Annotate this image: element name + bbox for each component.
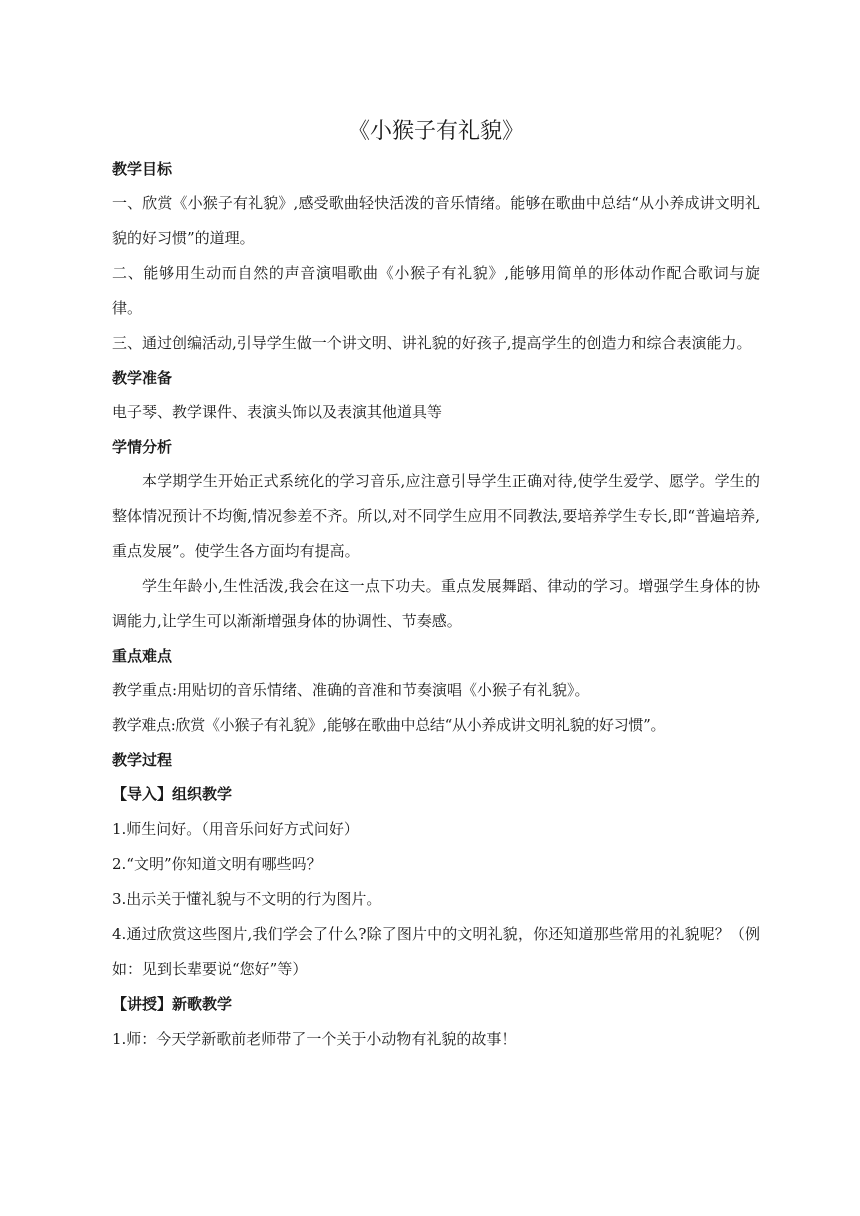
objective-item-3: 三、通过创编活动,引导学生做一个讲文明、讲礼貌的好孩子,提高学生的创造力和综合表演能力。 — [112, 334, 752, 352]
intro-step-1: 1.师生问好。（用音乐问好方式问好） — [112, 820, 359, 838]
section-heading-objectives: 教学目标 — [112, 160, 173, 178]
document-title: 《小猴子有礼貌》 — [347, 119, 524, 144]
process-intro-heading: 【导入】组织教学 — [112, 785, 233, 803]
intro-step-3: 3.出示关于懂礼貌与不文明的行为图片。 — [112, 890, 382, 908]
objective-item-1: 一、欣赏《小猴子有礼貌》,感受歌曲轻快活泼的音乐情绪。能够在歌曲中总结“从小养成讲文明礼貌的好习惯”的道理。 — [112, 194, 760, 247]
key-point-difficulty: 教学难点:欣赏《小猴子有礼貌》,能够在歌曲中总结“从小养成讲文明礼貌的好习惯”。 — [112, 716, 666, 734]
section-heading-key-points: 重点难点 — [112, 647, 173, 665]
analysis-paragraph-2: 学生年龄小,生性活泼,我会在这一点下功夫。重点发展舞蹈、律动的学习。增强学生身体的协调能力,让学生可以渐渐增强身体的协调性、节奏感。 — [112, 577, 760, 630]
intro-step-4: 4.通过欣赏这些图片,我们学会了什么?除了图片中的文明礼貌，你还知道那些常用的礼貌呢？（例如：见到长辈要说“您好”等） — [112, 925, 760, 978]
process-teaching-heading: 【讲授】新歌教学 — [112, 995, 233, 1013]
preparation-text: 电子琴、教学课件、表演头饰以及表演其他道具等 — [112, 403, 443, 421]
section-heading-process: 教学过程 — [112, 751, 173, 769]
intro-step-2: 2.“文明”你知道文明有哪些吗？ — [112, 855, 322, 873]
section-heading-preparation: 教学准备 — [112, 369, 173, 387]
objective-item-2: 二、能够用生动而自然的声音演唱歌曲《小猴子有礼貌》,能够用简单的形体动作配合歌词与旋律。 — [112, 264, 760, 317]
key-point-focus: 教学重点:用贴切的音乐情绪、准确的音准和节奏演唱《小猴子有礼貌》。 — [112, 681, 590, 699]
section-heading-analysis: 学情分析 — [112, 438, 173, 456]
analysis-paragraph-1: 本学期学生开始正式系统化的学习音乐,应注意引导学生正确对待,使学生爱学、愿学。学生的整体情况预计不均衡,情况参差不齐。所以,对不同学生应用不同教法,要培养学生专长,即“普遍培养,重点发展”。使学生各方面均有提高。 — [112, 472, 760, 560]
teaching-step-1: 1.师：今天学新歌前老师带了一个关于小动物有礼貌的故事！ — [112, 1030, 517, 1048]
document-page — [112, 112, 760, 1057]
